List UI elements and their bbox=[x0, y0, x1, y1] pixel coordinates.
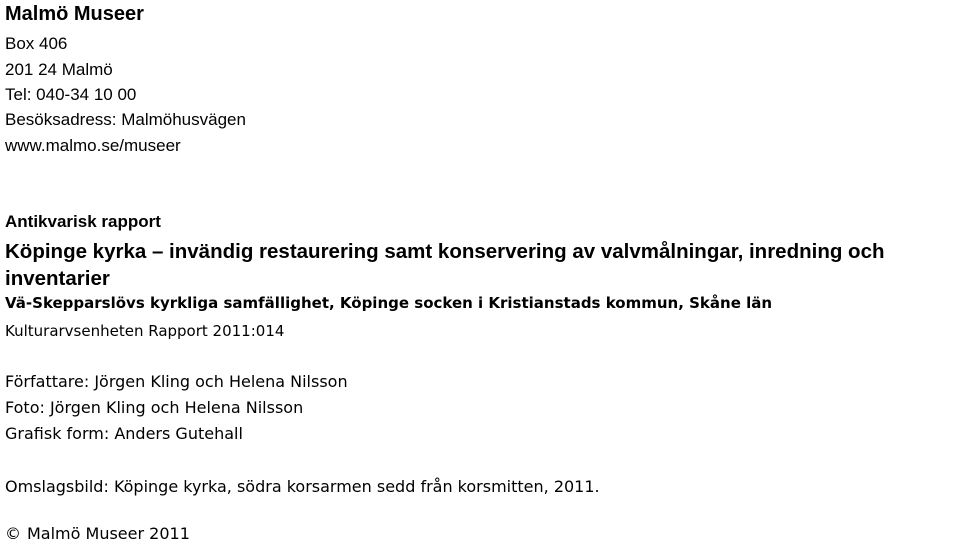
address-line-visiting: Besöksadress: Malmöhusvägen bbox=[5, 110, 246, 129]
address-line-postal: 201 24 Malmö bbox=[5, 60, 113, 79]
credit-photo: Foto: Jörgen Kling och Helena Nilsson bbox=[5, 398, 304, 417]
document-page bbox=[5, 0, 955, 544]
credit-design: Grafisk form: Anders Gutehall bbox=[5, 424, 243, 443]
report-type: Antikvarisk rapport bbox=[5, 212, 161, 231]
address-line-website: www.malmo.se/museer bbox=[5, 136, 181, 155]
report-location: Vä-Skepparslövs kyrkliga samfällighet, Köpinge socken i Kristianstads kommun, Skåne län bbox=[5, 294, 773, 312]
report-series: Kulturarvsenheten Rapport 2011:014 bbox=[5, 322, 285, 340]
report-title: Köpinge kyrka – invändig restaurering samt konservering av valvmålningar, inredning och inventarier bbox=[5, 240, 885, 290]
address-line-phone: Tel: 040-34 10 00 bbox=[5, 85, 137, 104]
credit-author: Författare: Jörgen Kling och Helena Nilsson bbox=[5, 372, 348, 391]
copyright-line bbox=[5, 526, 190, 542]
copyright-text: Malmö Museer 2011 bbox=[27, 524, 190, 543]
cover-caption: Omslagsbild: Köpinge kyrka, södra korsarmen sedd från korsmitten, 2011. bbox=[5, 477, 600, 496]
publisher-name: Malmö Museer bbox=[5, 3, 144, 25]
copyright-icon: © bbox=[5, 524, 21, 543]
address-line-box: Box 406 bbox=[5, 34, 68, 53]
